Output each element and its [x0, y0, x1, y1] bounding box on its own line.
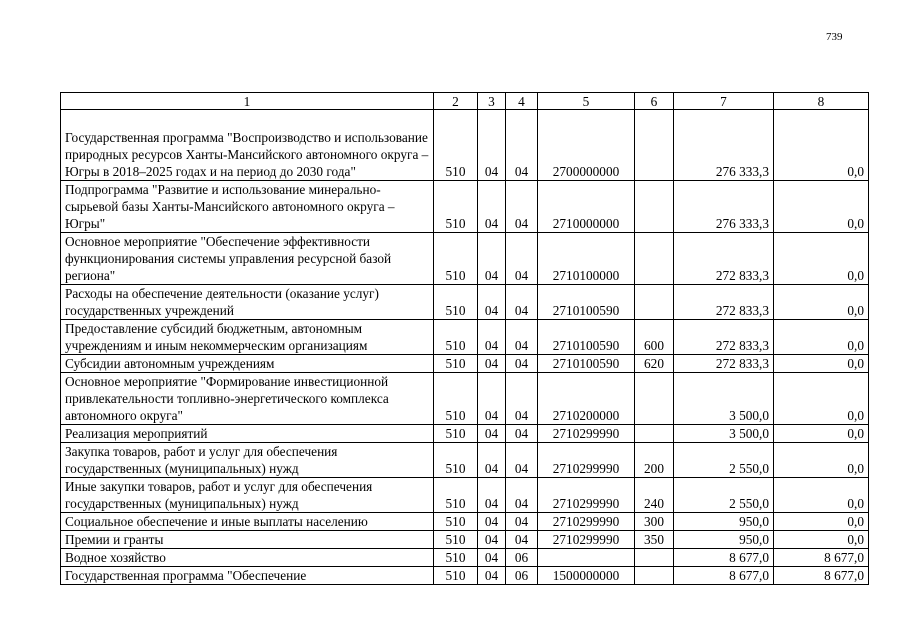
- budget-table: [60, 92, 869, 585]
- cell-amount-7: 272 833,3: [674, 233, 774, 285]
- cell-amount-7: 2 550,0: [674, 478, 774, 513]
- header-cell: 6: [635, 93, 674, 110]
- cell-subsection: 04: [506, 181, 538, 233]
- cell-section: 04: [478, 373, 506, 425]
- cell-amount-8: 0,0: [774, 233, 869, 285]
- cell-admin: 510: [434, 181, 478, 233]
- cell-amount-8: 0,0: [774, 320, 869, 355]
- cell-expense-type: 350: [635, 531, 674, 549]
- table-row: [61, 373, 869, 425]
- cell-admin: 510: [434, 567, 478, 585]
- table-row: [61, 531, 869, 549]
- cell-expense-type: [635, 549, 674, 567]
- cell-target: 2710299990: [538, 425, 635, 443]
- cell-admin: 510: [434, 320, 478, 355]
- cell-expense-type: 240: [635, 478, 674, 513]
- cell-amount-7: 3 500,0: [674, 425, 774, 443]
- row-name: Государственная программа "Воспроизводство и использование природных ресурсов Ханты-Мансийского автономного округа – Югры в 2018–2025 годах и на период до 2030 года": [61, 110, 434, 181]
- cell-subsection: 04: [506, 513, 538, 531]
- cell-admin: 510: [434, 233, 478, 285]
- row-name: Государственная программа "Обеспечение: [61, 567, 434, 585]
- cell-expense-type: [635, 110, 674, 181]
- cell-expense-type: 300: [635, 513, 674, 531]
- header-cell: 7: [674, 93, 774, 110]
- cell-target: 2710100000: [538, 233, 635, 285]
- cell-amount-8: 0,0: [774, 443, 869, 478]
- row-name: Премии и гранты: [61, 531, 434, 549]
- cell-expense-type: [635, 181, 674, 233]
- table-row: [61, 549, 869, 567]
- cell-target: 2710100590: [538, 355, 635, 373]
- cell-section: 04: [478, 567, 506, 585]
- cell-amount-8: 0,0: [774, 531, 869, 549]
- cell-subsection: 04: [506, 320, 538, 355]
- row-name: Расходы на обеспечение деятельности (оказание услуг) государственных учреждений: [61, 285, 434, 320]
- row-name: Реализация мероприятий: [61, 425, 434, 443]
- cell-subsection: 04: [506, 443, 538, 478]
- row-name: Основное мероприятие "Формирование инвестиционной привлекательности топливно-энергетического комплекса автономного округа": [61, 373, 434, 425]
- cell-section: 04: [478, 513, 506, 531]
- cell-target: 2700000000: [538, 110, 635, 181]
- cell-target: 2710299990: [538, 531, 635, 549]
- table-row: [61, 285, 869, 320]
- cell-admin: 510: [434, 355, 478, 373]
- table-row: [61, 513, 869, 531]
- row-name: Предоставление субсидий бюджетным, автономным учреждениям и иным некоммерческим организациям: [61, 320, 434, 355]
- cell-amount-7: 8 677,0: [674, 549, 774, 567]
- table-row: [61, 443, 869, 478]
- cell-expense-type: 200: [635, 443, 674, 478]
- cell-target: 2710299990: [538, 478, 635, 513]
- cell-subsection: 04: [506, 355, 538, 373]
- table-row: [61, 320, 869, 355]
- cell-expense-type: 600: [635, 320, 674, 355]
- cell-target: 2710100590: [538, 320, 635, 355]
- cell-target: 2710299990: [538, 443, 635, 478]
- cell-admin: 510: [434, 285, 478, 320]
- cell-expense-type: [635, 285, 674, 320]
- row-name: Подпрограмма "Развитие и использование минерально-сырьевой базы Ханты-Мансийского автономного округа – Югры": [61, 181, 434, 233]
- cell-amount-8: 8 677,0: [774, 549, 869, 567]
- row-name: Социальное обеспечение и иные выплаты населению: [61, 513, 434, 531]
- cell-amount-8: 0,0: [774, 181, 869, 233]
- cell-section: 04: [478, 355, 506, 373]
- header-cell: 1: [61, 93, 434, 110]
- cell-amount-8: 0,0: [774, 110, 869, 181]
- cell-section: 04: [478, 443, 506, 478]
- cell-section: 04: [478, 233, 506, 285]
- header-cell: 2: [434, 93, 478, 110]
- cell-expense-type: [635, 567, 674, 585]
- cell-subsection: 04: [506, 110, 538, 181]
- row-name: Водное хозяйство: [61, 549, 434, 567]
- cell-target: 2710299990: [538, 513, 635, 531]
- table-row: [61, 233, 869, 285]
- cell-subsection: 04: [506, 425, 538, 443]
- cell-amount-7: 950,0: [674, 531, 774, 549]
- cell-amount-8: 8 677,0: [774, 567, 869, 585]
- cell-amount-7: 3 500,0: [674, 373, 774, 425]
- cell-section: 04: [478, 181, 506, 233]
- cell-amount-8: 0,0: [774, 373, 869, 425]
- row-name: Закупка товаров, работ и услуг для обеспечения государственных (муниципальных) нужд: [61, 443, 434, 478]
- table-row: [61, 567, 869, 585]
- cell-amount-7: 276 333,3: [674, 181, 774, 233]
- table-row: [61, 355, 869, 373]
- cell-subsection: 04: [506, 285, 538, 320]
- cell-subsection: 04: [506, 478, 538, 513]
- cell-section: 04: [478, 549, 506, 567]
- cell-expense-type: [635, 373, 674, 425]
- cell-expense-type: [635, 425, 674, 443]
- cell-section: 04: [478, 320, 506, 355]
- cell-section: 04: [478, 285, 506, 320]
- cell-section: 04: [478, 110, 506, 181]
- table-row: [61, 181, 869, 233]
- header-cell: 5: [538, 93, 635, 110]
- cell-admin: 510: [434, 110, 478, 181]
- cell-amount-8: 0,0: [774, 513, 869, 531]
- cell-admin: 510: [434, 425, 478, 443]
- cell-amount-7: 272 833,3: [674, 285, 774, 320]
- cell-amount-7: 272 833,3: [674, 355, 774, 373]
- table-row: [61, 110, 869, 181]
- cell-section: 04: [478, 478, 506, 513]
- cell-subsection: 04: [506, 531, 538, 549]
- cell-amount-8: 0,0: [774, 425, 869, 443]
- cell-admin: 510: [434, 513, 478, 531]
- page-number: 739: [826, 31, 843, 43]
- cell-amount-8: 0,0: [774, 285, 869, 320]
- cell-admin: 510: [434, 373, 478, 425]
- cell-amount-7: 276 333,3: [674, 110, 774, 181]
- table-row: [61, 478, 869, 513]
- header-cell: 3: [478, 93, 506, 110]
- row-name: Основное мероприятие "Обеспечение эффективности функционирования системы управления ресурсной базой региона": [61, 233, 434, 285]
- cell-admin: 510: [434, 531, 478, 549]
- row-name: Иные закупки товаров, работ и услуг для обеспечения государственных (муниципальных) нужд: [61, 478, 434, 513]
- cell-amount-7: 2 550,0: [674, 443, 774, 478]
- cell-section: 04: [478, 425, 506, 443]
- cell-amount-7: 272 833,3: [674, 320, 774, 355]
- cell-subsection: 04: [506, 233, 538, 285]
- cell-target: [538, 549, 635, 567]
- cell-amount-8: 0,0: [774, 355, 869, 373]
- cell-amount-8: 0,0: [774, 478, 869, 513]
- table-row: [61, 425, 869, 443]
- cell-expense-type: 620: [635, 355, 674, 373]
- header-row: [61, 93, 869, 110]
- cell-amount-7: 8 677,0: [674, 567, 774, 585]
- cell-subsection: 06: [506, 549, 538, 567]
- header-cell: 4: [506, 93, 538, 110]
- header-cell: 8: [774, 93, 869, 110]
- cell-admin: 510: [434, 478, 478, 513]
- row-name: Субсидии автономным учреждениям: [61, 355, 434, 373]
- cell-subsection: 04: [506, 373, 538, 425]
- cell-section: 04: [478, 531, 506, 549]
- cell-target: 2710000000: [538, 181, 635, 233]
- cell-admin: 510: [434, 443, 478, 478]
- cell-target: 1500000000: [538, 567, 635, 585]
- cell-admin: 510: [434, 549, 478, 567]
- cell-expense-type: [635, 233, 674, 285]
- cell-target: 2710100590: [538, 285, 635, 320]
- cell-amount-7: 950,0: [674, 513, 774, 531]
- cell-subsection: 06: [506, 567, 538, 585]
- cell-target: 2710200000: [538, 373, 635, 425]
